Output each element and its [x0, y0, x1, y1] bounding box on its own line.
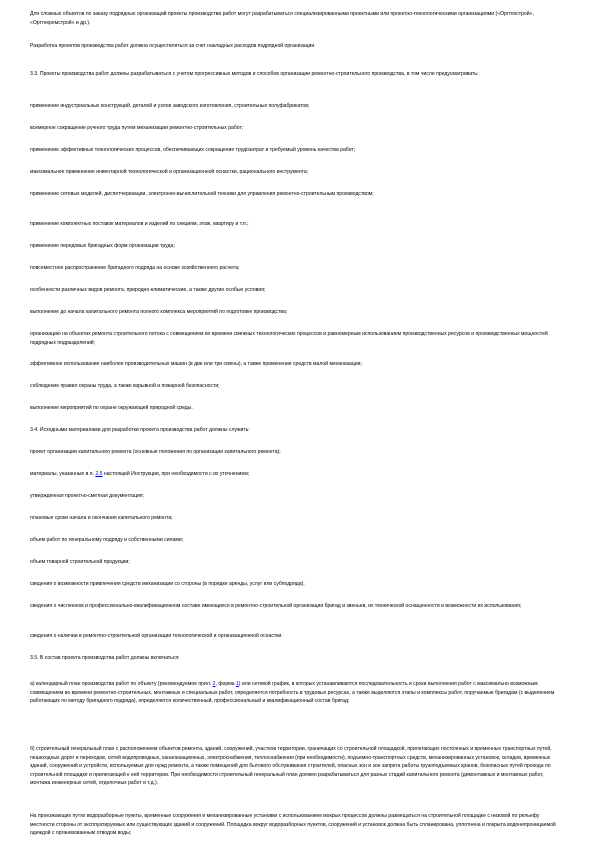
- paragraph-p6: [30, 146, 560, 155]
- paragraph-p26: [30, 602, 560, 611]
- paragraph-text: Для сложных объектов по заказу подрядных организаций проекты производства работ могут разрабатываться специализированными проектными или проектно-технологическими организациями («Оргтехстрой», «Оргтехремстрой» и др.).: [30, 11, 534, 26]
- paragraph-p30: [30, 745, 560, 788]
- reference-link[interactable]: 2: [212, 681, 216, 687]
- paragraph-p1: [30, 10, 560, 27]
- paragraph-p16: [30, 382, 560, 391]
- paragraph-text: На проезжающих путях водоразборные пункты, временные сооружения и механизированные установки с использованием мокрых процессов должны размещаться на строительной площадке с низовой по рельефу местности стороны от эксплуатируемых или существующих зданий и сооружений. Площадка вокруг водоразборных пунктов, сооружений и установок должна быть спланирована, уплотнена и покрыта водонепроницаемой одеждой с организованным отводом воды;: [30, 813, 556, 837]
- paragraph-p20: [30, 470, 560, 479]
- paragraph-text: 3.4. Исходными материалами для разработки проекта производства работ должны служить:: [30, 427, 250, 433]
- paragraph-p24: [30, 558, 560, 567]
- paragraph-p18: [30, 426, 560, 435]
- paragraph-text: особенности различных видов ремонта, природно-климатические, а также другие особые условия;: [30, 287, 266, 293]
- paragraph-text: 3.5. В состав проекта производства работ должны включаться:: [30, 655, 180, 661]
- paragraph-text: материалы, указанные в п.: [30, 471, 96, 477]
- paragraph-text: объем товарной строительной продукции;: [30, 559, 130, 565]
- paragraph-p28: [30, 654, 560, 663]
- paragraph-text: , форма: [215, 681, 236, 687]
- paragraph-p4: [30, 102, 560, 111]
- paragraph-text: настоящей Инструкции, при необходимости с их уточнением;: [102, 471, 250, 477]
- paragraph-text: организацию на объектах ремонта строительного потока с совмещением во времени смежных технологических процессов и равномерным использованием производственных ресурсов и производственных мощностей подрядных подразделений;: [30, 331, 548, 346]
- paragraph-text: применение индустриальных конструкций, деталей и узлов заводского изготовления, строительных полуфабрикатов;: [30, 103, 310, 109]
- paragraph-text: Разработка проектов производства работ должна осуществляться за счет накладных расходов подрядной организации.: [30, 43, 316, 49]
- paragraph-p7: [30, 168, 560, 177]
- paragraph-p21: [30, 492, 560, 501]
- paragraph-text: ) или сетевой график, в которых устанавливаются последовательность и сроки выполнения работ с максимально возможным совмещением во времени ремонтно-строительных, монтажных и специальных работ, определяется потребность в трудовых ресурсах, а также выделяются этапы и комплексы работ, поручаемые бригадам (с выделением работающих по методу бригадного подряда), определяется количественный, профессиональный и квалификационный состав бригад;: [30, 681, 555, 705]
- paragraph-text: сведения о наличии в ремонтно-строительной организации технологической и организационной оснастки.: [30, 633, 283, 639]
- paragraph-p13: [30, 308, 560, 317]
- paragraph-text: всемерное сокращение ручного труда путем механизации ремонтно-строительных работ;: [30, 125, 244, 131]
- paragraph-p3: [30, 70, 560, 79]
- paragraph-text: 3.3. Проекты производства работ должны разрабатываться с учетом прогрессивных методов и способов организации ремонтно-строительного производства, в том числе предусматривать:: [30, 71, 479, 77]
- paragraph-text: применение эффективных технологических процессов, обеспечивающих сокращение трудозатрат и требуемый уровень качества работ;: [30, 147, 356, 153]
- paragraph-text: утвержденная проектно-сметная документация;: [30, 493, 144, 499]
- paragraph-p19: [30, 448, 560, 457]
- paragraph-text: максимальное применение инвентарной технологической и организационной оснастки, рационального инструмента;: [30, 169, 309, 175]
- reference-link[interactable]: 2.5: [95, 471, 103, 477]
- paragraph-text: проект организации капитального ремонта (основные положения по организации капитального ремонта);: [30, 449, 281, 455]
- paragraph-p29: [30, 680, 560, 706]
- paragraph-p17: [30, 404, 560, 413]
- paragraph-text: плановые сроки начала и окончания капитального ремонта;: [30, 515, 173, 521]
- paragraph-p9: [30, 220, 560, 229]
- paragraph-p14: [30, 330, 560, 347]
- paragraph-text: повсеместное распространение бригадного подряда на основе хозяйственного расчета;: [30, 265, 240, 271]
- paragraph-text: б) строительный генеральный план с расположением объектов ремонта, зданий, сооружений, участков территории, граничащих со строительной площадкой, прилегающих постоянных и временных транспортных путей, пешеходных дорог и переходов, сетей водопроводных, канализационных, электроснабжения, теплоснабжения (при необходимости), подъемно-транспортных средств, механизированных установок, складов, временных зданий, сооружений и устройств, используемых для нужд ремонта, а также помещений для бытового обслуживания строителей, опасных зон и зон запрета работы грузоподъемных кранов, безопасных путей прохода по строительной площадке и прилегающей к ней территории. При необходимости строительный генеральный план должен разрабатываться для разных стадий капитального ремонта (демонтажных и монтажных работ, монтажа инженерных сетей, отделочных работ и т.д.).: [30, 746, 552, 787]
- paragraph-text: а) календарный план производства работ по объекту (рекомендуемое прил.: [30, 681, 213, 687]
- paragraph-p12: [30, 286, 560, 295]
- paragraph-p11: [30, 264, 560, 273]
- paragraph-text: применение передовых бригадных форм организации труда;: [30, 243, 175, 249]
- paragraph-p5: [30, 124, 560, 133]
- paragraph-text: выполнение до начала капитального ремонта полного комплекса мероприятий по подготовке производства;: [30, 309, 288, 315]
- paragraph-p23: [30, 536, 560, 545]
- reference-link[interactable]: 1: [235, 681, 239, 687]
- paragraph-p27: [30, 632, 560, 641]
- paragraph-p25: [30, 580, 560, 589]
- paragraph-text: соблюдение правил охраны труда, а также взрывной и пожарной безопасности;: [30, 383, 220, 389]
- paragraph-p10: [30, 242, 560, 251]
- paragraph-text: эффективное использование наиболее производительных машин (в две или три смены), а также применение средств малой механизации;: [30, 361, 362, 367]
- paragraph-p8: [30, 190, 560, 199]
- paragraph-text: применение сетевых моделей, диспетчеризации, электронно-вычислительной техники для управления ремонтно-строительным производством;: [30, 191, 374, 197]
- paragraph-p15: [30, 360, 560, 369]
- paragraph-p2: [30, 42, 560, 51]
- paragraph-text: сведения о численном и профессионально-квалификационном составе имеющихся в ремонтно-строительной организации бригад и звеньев, их технической оснащенности и возможности их использования;: [30, 603, 522, 609]
- paragraph-text: выполнение мероприятий по охране окружающей природной среды.: [30, 405, 193, 411]
- paragraph-p22: [30, 514, 560, 523]
- paragraph-text: сведения о возможности привлечения средств механизации со стороны (в порядке аренды, услуг или субподряда);: [30, 581, 305, 587]
- paragraph-text: объем работ по генеральному подряду и собственными силами;: [30, 537, 184, 543]
- paragraph-p31: [30, 812, 560, 838]
- paragraph-text: применение комплектных поставок материалов и изделий по секциям, этаж, квартиру и т.п.;: [30, 221, 249, 227]
